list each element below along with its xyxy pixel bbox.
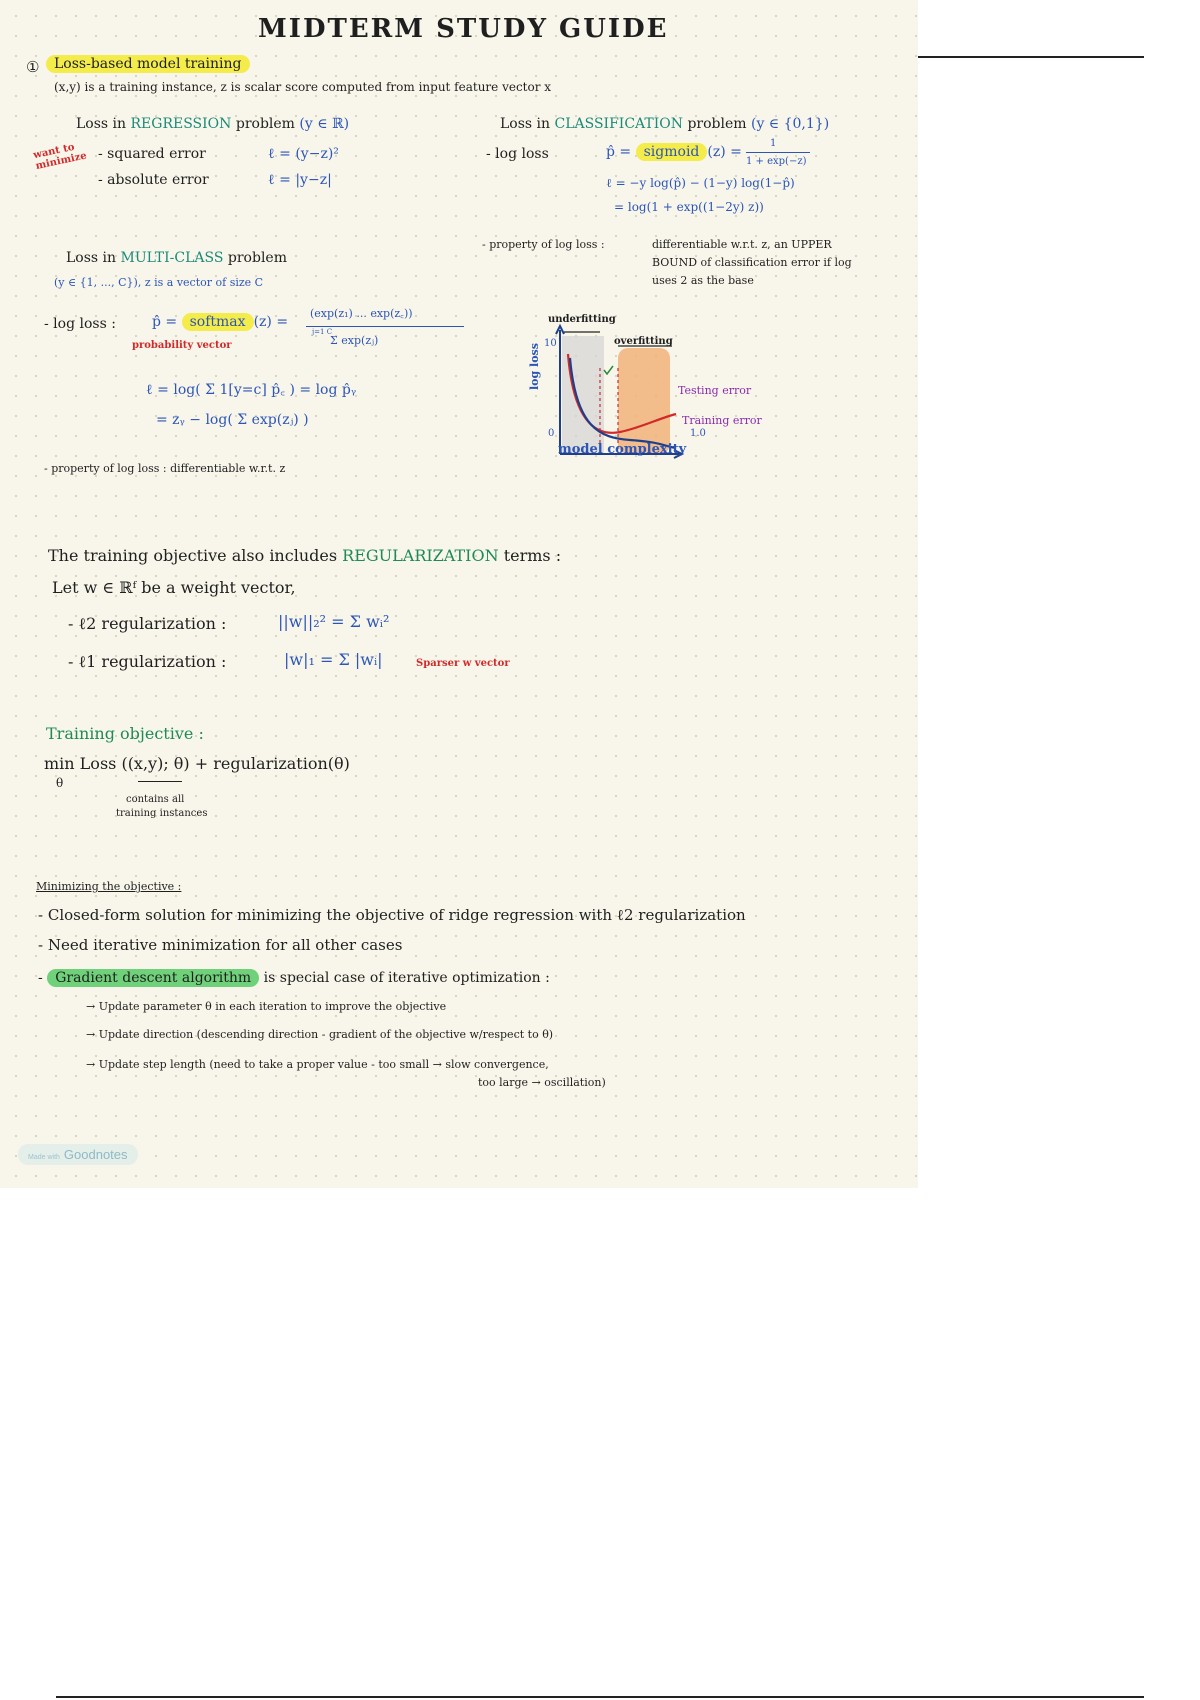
training-objective-heading: Training objective :: [46, 724, 204, 743]
multiclass-property: - property of log loss : differentiable w.r.t. z: [44, 462, 286, 475]
gradient-descent-line: [38, 970, 550, 986]
minimizing-item-2: - Need iterative minimization for all other cases: [38, 936, 403, 954]
y-axis-label: log loss: [528, 343, 541, 390]
softmax-arg: (z) =: [253, 314, 289, 330]
sigmoid-formula: [606, 144, 742, 160]
gd-sub-item-3-cont: too large → oscillation): [478, 1076, 606, 1089]
regularization-let: Let w ∈ ℝᶠ be a weight vector,: [52, 578, 296, 597]
regularization-intro-key: REGULARIZATION: [342, 546, 499, 565]
l1-regularization-label: - ℓ1 regularization :: [68, 652, 227, 671]
softmax-frac-den-limits: j=1 C: [312, 328, 333, 336]
underfitting-region: [562, 336, 604, 454]
brand-prefix: Made with: [28, 1154, 60, 1161]
softmax-frac-num: (exp(z₁) ... exp(z꜀)): [310, 307, 413, 320]
page-title: MIDTERM STUDY GUIDE: [258, 14, 669, 44]
l2-regularization-formula: ||w||₂² = Σ wᵢ²: [278, 612, 390, 631]
multiclass-loss-line3: = zᵧ − log( Σ exp(zⱼ) ): [156, 412, 309, 428]
multiclass-heading-post: problem: [227, 250, 287, 266]
classification-property-2: BOUND of classification error if log: [652, 256, 852, 269]
squared-error-label: - squared error: [98, 146, 206, 162]
multiclass-heading-key: MULTI-CLASS: [120, 250, 224, 266]
overfitting-region: [618, 348, 670, 454]
gradient-descent-highlight: Gradient descent algorithm: [47, 969, 259, 987]
sigmoid-phat: p̂ =: [606, 144, 632, 160]
regression-heading: [76, 116, 349, 132]
classification-property-1: differentiable w.r.t. z, an UPPER: [652, 238, 832, 251]
goodnotes-badge: [18, 1144, 138, 1165]
classification-heading-key: CLASSIFICATION: [554, 116, 683, 132]
classification-property-3: uses 2 as the base: [652, 274, 754, 287]
x-axis-label: model complexity: [558, 442, 687, 457]
sigmoid-arg: (z) =: [707, 144, 742, 160]
multiclass-loss-line2: ℓ = log( Σ 1[y=c] p̂꜀ ) = log p̂ᵧ: [146, 382, 357, 398]
classification-heading: [500, 116, 829, 132]
minimizing-heading: Minimizing the objective :: [36, 880, 182, 893]
sigmoid-highlight: sigmoid: [636, 143, 708, 161]
classification-loss-line2: ℓ = −y log(p̂) − (1−y) log(1−p̂): [606, 176, 795, 190]
check-icon: [604, 366, 613, 374]
section-heading: [46, 56, 250, 72]
objective-note-2: training instances: [116, 808, 208, 819]
multiclass-log-loss-label: - log loss :: [44, 316, 116, 332]
objective-note-1: contains all: [126, 794, 185, 805]
underfitting-label: underfitting: [548, 314, 616, 325]
testing-error-label: Testing error: [678, 384, 752, 397]
softmax-highlight: softmax: [182, 313, 254, 331]
gd-sub-item-1: → Update parameter θ in each iteration to improve the objective: [86, 1000, 447, 1013]
x-axis-end-tick: 1.0: [690, 428, 706, 439]
regression-heading-pre: Loss in: [76, 116, 127, 132]
l2-regularization-label: - ℓ2 regularization :: [68, 614, 227, 633]
section-marker: ①: [26, 58, 40, 76]
softmax-formula: [152, 314, 288, 330]
softmax-frac-bar: [306, 326, 464, 327]
y-axis-zero-tick: 0: [548, 428, 555, 439]
gradient-descent-post: is special case of iterative optimization :: [263, 970, 550, 986]
section-heading-text: Loss-based model training: [46, 55, 250, 73]
minimizing-item-1: - Closed-form solution for minimizing the objective of ridge regression with ℓ2 regularization: [38, 906, 746, 924]
gradient-descent-dash: -: [38, 970, 43, 986]
regression-heading-post: problem: [235, 116, 295, 132]
classification-heading-post: problem: [687, 116, 747, 132]
multiclass-subheading: (y ∈ {1, ..., C}), z is a vector of size C: [54, 276, 264, 289]
training-error-label: Training error: [682, 414, 762, 427]
probability-vector-note: probability vector: [132, 340, 232, 351]
sparser-note: Sparser w vector: [416, 658, 510, 669]
squared-error-formula: ℓ = (y−z)²: [268, 146, 339, 162]
regularization-intro-post: terms :: [503, 546, 562, 565]
overfitting-label: overfitting: [614, 336, 673, 347]
brand-name: Goodnotes: [63, 1147, 128, 1162]
section-intro: (x,y) is a training instance, z is scalar score computed from input feature vector x: [54, 80, 552, 94]
page-rule-bottom: [56, 1696, 1144, 1698]
sigmoid-frac-bar: [746, 152, 810, 153]
regression-heading-key: REGRESSION: [130, 116, 232, 132]
multiclass-heading-pre: Loss in: [66, 250, 117, 266]
regression-heading-set: (y ∈ ℝ): [299, 116, 350, 132]
multiclass-heading: [66, 250, 287, 266]
classification-property-label: - property of log loss :: [482, 238, 605, 251]
page-rule-top: [918, 56, 1144, 58]
classification-log-loss-label: - log loss: [486, 146, 549, 162]
regularization-intro-pre: The training objective also includes: [48, 546, 338, 565]
objective-underbrace: [138, 780, 182, 782]
classification-heading-pre: Loss in: [500, 116, 551, 132]
gd-sub-item-3: → Update step length (need to take a proper value - too small → slow convergence,: [86, 1058, 549, 1071]
softmax-phat: p̂ =: [152, 314, 178, 330]
training-objective-formula: min Loss ((x,y); θ) + regularization(θ): [44, 754, 350, 773]
regularization-intro: [48, 546, 561, 565]
gd-sub-item-2: → Update direction (descending direction - gradient of the objective w/respect to θ): [86, 1028, 554, 1041]
training-objective-sub: θ: [56, 776, 64, 790]
absolute-error-label: - absolute error: [98, 172, 209, 188]
sigmoid-frac-den: 1 + exp(−z): [746, 156, 807, 167]
y-axis-top-tick: 10: [544, 338, 557, 349]
softmax-frac-den: Σ exp(zⱼ): [330, 334, 379, 347]
sigmoid-frac-num: 1: [770, 138, 777, 149]
l1-regularization-formula: |w|₁ = Σ |wᵢ|: [284, 650, 383, 669]
want-to-minimize-note: want to minimize: [32, 141, 88, 172]
classification-loss-line3: = log(1 + exp((1−2y) z)): [614, 200, 764, 214]
classification-heading-set: (y ∈ {0,1}): [750, 116, 830, 132]
absolute-error-formula: ℓ = |y−z|: [268, 172, 332, 188]
